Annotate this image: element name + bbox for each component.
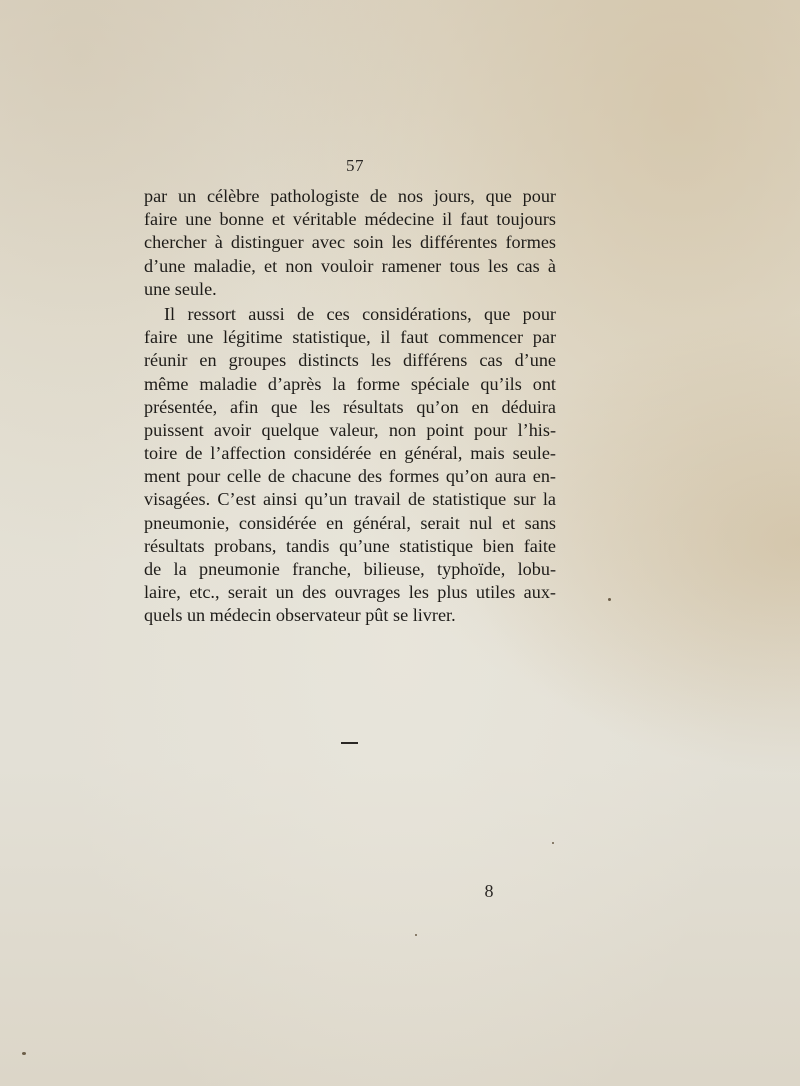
section-divider xyxy=(341,742,358,744)
text-line: ment pour celle de chacune des formes qu’on aura en- xyxy=(144,466,556,487)
text-line: présentée, afin que les résultats qu’on en déduira xyxy=(144,396,556,417)
text-line: résultats probans, tandis qu’une statistique bien faite xyxy=(144,535,556,556)
paper-speck xyxy=(552,842,554,844)
paper-speck xyxy=(608,598,611,601)
text-line: de la pneumonie franche, bilieuse, typhoïde, lobu- xyxy=(144,559,556,579)
text-line: visagées. C’est ainsi qu’un travail de statistique sur la xyxy=(144,489,556,510)
text-line: Il ressort aussi de ces considérations, que pour xyxy=(164,303,556,324)
body-text xyxy=(144,185,556,628)
text-line: laire, etc., serait un des ouvrages les plus utiles aux- xyxy=(144,582,556,603)
text-line: d’une maladie, et non vouloir ramener tous les cas à xyxy=(144,255,556,276)
text-line: une seule. xyxy=(144,278,217,299)
text-line: puissent avoir quelque valeur, non point pour l’his- xyxy=(144,419,556,440)
text-line: réunir en groupes distincts les différens cas d’une xyxy=(144,350,556,371)
text-line: faire une légitime statistique, il faut commencer par xyxy=(144,327,556,348)
text-line: pneumonie, considérée en général, serait nul et sans xyxy=(144,512,556,533)
text-line: faire une bonne et véritable médecine il faut toujours xyxy=(144,209,556,230)
text-line: quels un médecin observateur pût se livrer. xyxy=(144,605,456,626)
text-line: par un célèbre pathologiste de nos jours, que pour xyxy=(144,186,556,206)
paper-speck xyxy=(415,934,417,936)
signature-mark: 8 xyxy=(484,881,494,901)
text-line: même maladie d’après la forme spéciale qu’ils ont xyxy=(144,373,556,394)
paper-speck xyxy=(22,1052,26,1055)
text-line: chercher à distinguer avec soin les différentes formes xyxy=(144,232,556,253)
text-line: toire de l’affection considérée en général, mais seule- xyxy=(144,443,556,464)
page-number: 57 xyxy=(346,156,364,175)
